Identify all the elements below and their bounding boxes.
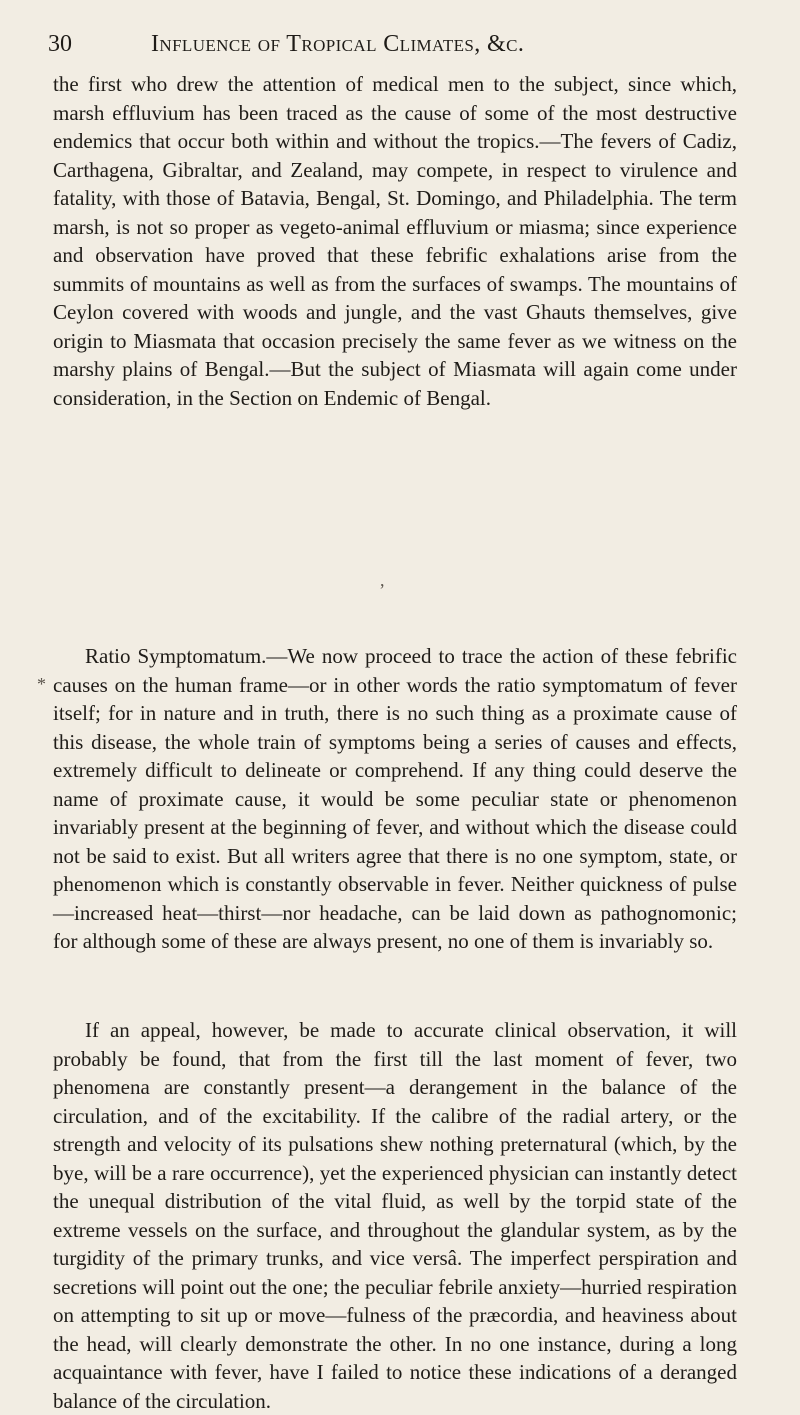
paragraph-1: the first who drew the attention of medical men to the subject, since which, marsh effluvium has been traced as the cause of some of the most destructive endemics that occur both within and without the tropics.—The fevers of Cadiz, Carthagena, Gibraltar, and Zealand, may compete, in respect to virulence and fatality, with those of Batavia, Bengal, St. Domingo, and Philadelphia. The term marsh, is not so proper as vegeto-animal effluvium or miasma; since experience and observation have proved that these febrific exhalations arise from the summits of mountains as well as from the surfaces of swamps. The mountains of Ceylon covered with woods and jungle, and the vast Ghauts themselves, give origin to Miasmata that occasion precisely the same fever as we witness on the marshy plains of Bengal.—But the subject of Miasmata will again come under consideration, in the Section on Endemic of Bengal.: [53, 72, 737, 410]
running-head: [48, 26, 752, 62]
stray-comma-mark: ,: [380, 570, 385, 590]
running-title: Influence of Tropical Climates, &c.: [151, 31, 525, 57]
paragraph-block-3: [53, 1016, 737, 1415]
paragraph-block-1: [53, 70, 737, 412]
margin-star-mark: *: [37, 674, 46, 694]
page-number: 30: [48, 31, 72, 57]
paragraph-block-2: [53, 642, 737, 956]
paragraph-3: If an appeal, however, be made to accurate clinical observation, it will probably be found, that from the first till the last moment of fever, two phenomena are constantly present—a derangement in the balance of the circulation, and of the excitability. If the calibre of the radial artery, or the strength and velocity of its pulsations shew nothing preternatural (which, by the bye, will be a rare occurrence), yet the experienced physician can instantly detect the unequal distribution of the vital fluid, as well by the torpid state of the extreme vessels on the surface, and throughout the glandular system, as by the turgidity of the primary trunks, and vice versâ. The imperfect perspiration and secretions will point out the one; the peculiar febrile anxiety—hurried respiration on attempting to sit up or move—fulness of the præcordia, and heaviness about the head, will clearly demonstrate the other. In no one instance, during a long acquaintance with fever, have I failed to notice these indications of a deranged balance of the circulation.: [53, 1018, 737, 1413]
paragraph-2: Ratio Symptomatum.—We now proceed to trace the action of these febrific causes on the human frame—or in other words the ratio symptomatum of fever itself; for in nature and in truth, there is no such thing as a proximate cause of this disease, the whole train of symptoms being a series of causes and effects, extremely difficult to delineate or comprehend. If any thing could deserve the name of proximate cause, it would be some peculiar state or phenomenon invariably present at the beginning of fever, and without which the disease could not be said to exist. But all writers agree that there is no one symptom, state, or phenomenon which is constantly observable in fever. Neither quickness of pulse—increased heat—thirst—nor headache, can be laid down as pathognomonic; for although some of these are always present, no one of them is invariably so.: [53, 644, 737, 953]
